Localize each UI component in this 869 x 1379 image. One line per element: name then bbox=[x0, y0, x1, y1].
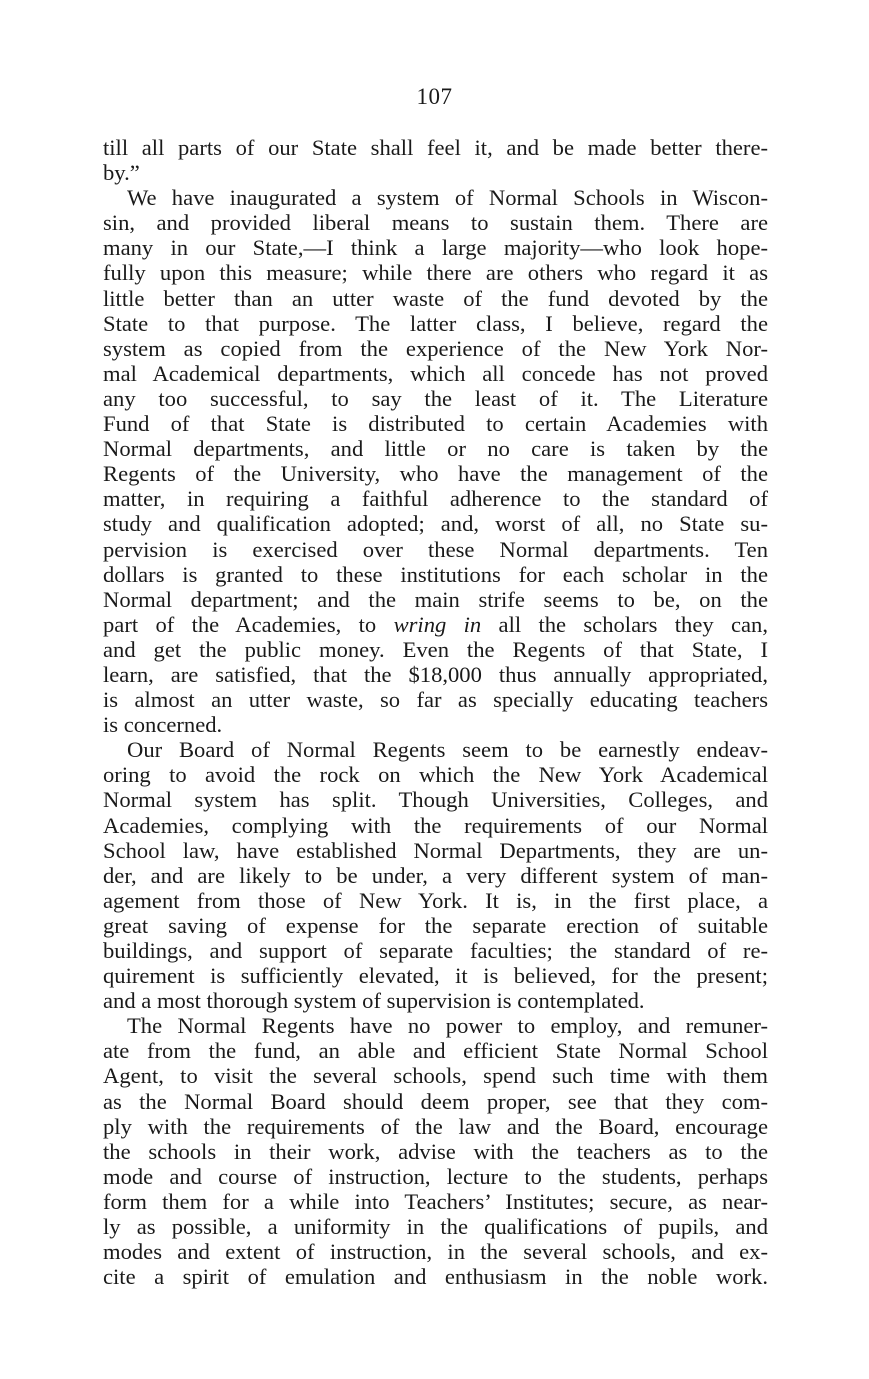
text-line: matter, in requiring a faithful adherence to the standard of bbox=[103, 486, 768, 512]
text-line: Normal departments, and little or no care is taken by the bbox=[103, 436, 768, 462]
text-line: Regents of the University, who have the management of the bbox=[103, 461, 768, 487]
text-line: cite a spirit of emulation and enthusiasm in the noble work. bbox=[103, 1264, 768, 1290]
text-line: any too successful, to say the least of it. The Literature bbox=[103, 385, 768, 411]
text-line: ply with the requirements of the law and the Board, encourage bbox=[103, 1113, 768, 1139]
text-line: little better than an utter waste of the fund devoted by the bbox=[103, 285, 768, 311]
text-line: and a most thorough system of supervision is contemplated. bbox=[103, 988, 645, 1014]
text-line: mal Academical departments, which all concede has not proved bbox=[103, 360, 768, 386]
text-line: agement from those of New York. It is, in the first place, a bbox=[103, 887, 768, 913]
text-line: State to that purpose. The latter class, I believe, regard the bbox=[103, 310, 768, 336]
text-line: Normal department; and the main strife seems to be, on the bbox=[103, 586, 768, 612]
text-line: Academies, complying with the requirements of our Normal bbox=[103, 812, 768, 838]
text-line: till all parts of our State shall feel it, and be made better there- bbox=[103, 135, 768, 160]
text-line: dollars is granted to these institutions for each scholar in the bbox=[103, 561, 768, 587]
text-line: by.” bbox=[103, 160, 140, 186]
text-line: the schools in their work, advise with the teachers as to the bbox=[103, 1138, 768, 1164]
text-line: is concerned. bbox=[103, 712, 223, 738]
text-line: study and qualification adopted; and, worst of all, no State su- bbox=[103, 511, 768, 537]
text-line: great saving of expense for the separate erection of suitable bbox=[103, 912, 768, 938]
text-line: ate from the fund, an able and efficient State Normal School bbox=[103, 1038, 768, 1064]
paragraph-start-line: The Normal Regents have no power to employ, and remuner- bbox=[127, 1013, 768, 1039]
page-number: 107 bbox=[416, 84, 453, 109]
text-fragment: part of the Academies, to bbox=[103, 611, 394, 637]
text-line: and get the public money. Even the Regents of that State, I bbox=[103, 636, 768, 662]
paragraph-start-line: Our Board of Normal Regents seem to be earnestly endeav- bbox=[127, 737, 768, 763]
text-line: mode and course of instruction, lecture to the students, perhaps bbox=[103, 1163, 768, 1189]
text-line-with-italic bbox=[103, 612, 768, 637]
text-line: ly as possible, a uniformity in the qualifications of pupils, and bbox=[103, 1214, 768, 1240]
text-line: quirement is sufficiently elevated, it is believed, for the present; bbox=[103, 963, 768, 989]
text-line: sin, and provided liberal means to sustain them. There are bbox=[103, 210, 768, 236]
text-line: is almost an utter waste, so far as specially educating teachers bbox=[103, 687, 768, 713]
italic-phrase: wring in bbox=[393, 611, 482, 637]
text-line: der, and are likely to be under, a very different system of man- bbox=[103, 862, 768, 888]
text-line: pervision is exercised over these Normal departments. Ten bbox=[103, 536, 768, 562]
text-line: as the Normal Board should deem proper, see that they com- bbox=[103, 1088, 768, 1114]
text-line: Agent, to visit the several schools, spend such time with them bbox=[103, 1063, 768, 1089]
text-line: learn, are satisfied, that the $18,000 thus annually appropriated, bbox=[103, 661, 768, 687]
text-line: Normal system has split. Though Universities, Colleges, and bbox=[103, 787, 768, 813]
text-line: many in our State,—I think a large majority—who look hope- bbox=[103, 235, 768, 261]
text-line: buildings, and support of separate faculties; the standard of re- bbox=[103, 938, 768, 963]
text-line: form them for a while into Teachers’ Institutes; secure, as near- bbox=[103, 1188, 768, 1214]
text-line: fully upon this measure; while there are others who regard it as bbox=[103, 260, 768, 286]
text-line: Fund of that State is distributed to certain Academies with bbox=[103, 411, 768, 437]
paragraph-start-line: We have inaugurated a system of Normal Schools in Wiscon- bbox=[127, 185, 768, 211]
text-line: oring to avoid the rock on which the New York Academical bbox=[103, 762, 768, 788]
text-line: modes and extent of instruction, in the several schools, and ex- bbox=[103, 1239, 768, 1265]
text-line: system as copied from the experience of the New York Nor- bbox=[103, 335, 768, 361]
body-text bbox=[103, 135, 768, 1289]
text-fragment: all the scholars they can, bbox=[481, 611, 768, 637]
text-line: School law, have established Normal Departments, they are un- bbox=[103, 837, 768, 863]
